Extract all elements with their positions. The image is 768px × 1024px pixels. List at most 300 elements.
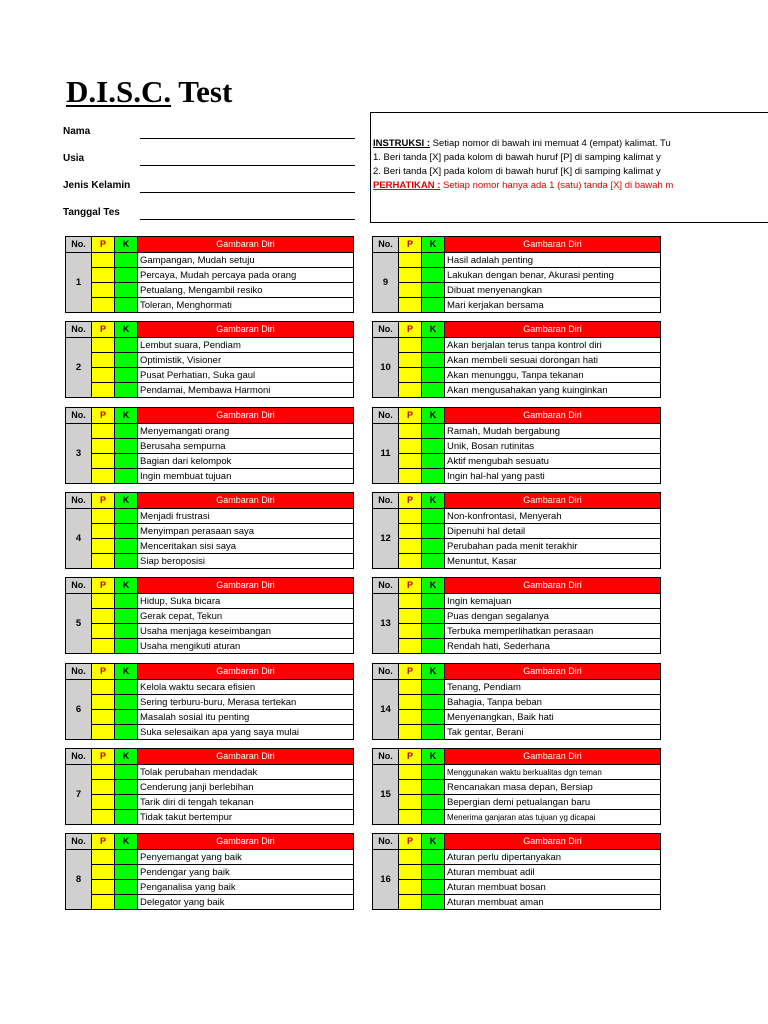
question-number: 2 xyxy=(66,338,92,398)
p-checkbox-cell[interactable] xyxy=(92,695,115,710)
p-checkbox-cell[interactable] xyxy=(92,554,115,569)
question-table xyxy=(65,577,354,654)
statement-text: Cenderung janji berlebihan xyxy=(138,780,354,795)
statement-text: Menyemangati orang xyxy=(138,424,354,439)
k-checkbox-cell[interactable] xyxy=(422,765,445,780)
statement-text: Masalah sosial itu penting xyxy=(138,710,354,725)
k-checkbox-cell[interactable] xyxy=(115,338,138,353)
statement-text: Mari kerjakan bersama xyxy=(445,298,661,313)
p-checkbox-cell[interactable] xyxy=(399,469,422,484)
k-checkbox-cell[interactable] xyxy=(422,810,445,825)
table-row xyxy=(66,865,354,880)
p-checkbox-cell[interactable] xyxy=(92,424,115,439)
header-gambaran-diri: Gambaran Diri xyxy=(138,408,354,424)
k-checkbox-cell[interactable] xyxy=(422,780,445,795)
header-no: No. xyxy=(373,834,399,850)
statement-text: Ramah, Mudah bergabung xyxy=(445,424,661,439)
header-k: K xyxy=(422,749,445,765)
k-checkbox-cell[interactable] xyxy=(115,298,138,313)
statement-text: Aturan perlu dipertanyakan xyxy=(445,850,661,865)
header-k: K xyxy=(422,664,445,680)
table-row xyxy=(66,524,354,539)
warning-label: PERHATIKAN : xyxy=(373,180,441,191)
header-k: K xyxy=(115,578,138,594)
table-row xyxy=(66,509,354,524)
p-checkbox-cell[interactable] xyxy=(399,765,422,780)
k-checkbox-cell[interactable] xyxy=(115,780,138,795)
table-row xyxy=(373,710,661,725)
p-checkbox-cell[interactable] xyxy=(92,268,115,283)
question-table xyxy=(65,748,354,825)
header-k: K xyxy=(422,493,445,509)
table-row xyxy=(66,594,354,609)
k-checkbox-cell[interactable] xyxy=(422,469,445,484)
table-row xyxy=(373,780,661,795)
header-k: K xyxy=(422,578,445,594)
k-checkbox-cell[interactable] xyxy=(422,710,445,725)
field-jenis-kelamin xyxy=(63,175,355,195)
statement-text: Tak gentar, Berani xyxy=(445,725,661,740)
header-no: No. xyxy=(373,664,399,680)
statement-text: Penyemangat yang baik xyxy=(138,850,354,865)
header-no: No. xyxy=(373,749,399,765)
question-group-16 xyxy=(372,833,661,913)
p-checkbox-cell[interactable] xyxy=(399,554,422,569)
table-row xyxy=(373,539,661,554)
p-checkbox-cell[interactable] xyxy=(399,624,422,639)
p-checkbox-cell[interactable] xyxy=(399,539,422,554)
k-checkbox-cell[interactable] xyxy=(115,865,138,880)
question-table xyxy=(65,492,354,569)
table-row xyxy=(373,880,661,895)
header-k: K xyxy=(422,237,445,253)
statement-text: Sering terburu-buru, Merasa tertekan xyxy=(138,695,354,710)
p-checkbox-cell[interactable] xyxy=(399,353,422,368)
question-number: 4 xyxy=(66,509,92,569)
statement-text: Aturan membuat bosan xyxy=(445,880,661,895)
header-k: K xyxy=(115,664,138,680)
p-checkbox-cell[interactable] xyxy=(399,865,422,880)
table-row xyxy=(373,624,661,639)
header-p: P xyxy=(399,493,422,509)
header-no: No. xyxy=(66,237,92,253)
question-group-15 xyxy=(372,748,661,828)
table-header-row xyxy=(66,664,354,680)
table-row xyxy=(66,639,354,654)
p-checkbox-cell[interactable] xyxy=(92,810,115,825)
k-checkbox-cell[interactable] xyxy=(422,850,445,865)
table-row xyxy=(373,639,661,654)
p-checkbox-cell[interactable] xyxy=(399,680,422,695)
instructions-label: INSTRUKSI : xyxy=(373,138,430,149)
p-checkbox-cell[interactable] xyxy=(399,439,422,454)
k-checkbox-cell[interactable] xyxy=(115,524,138,539)
header-k: K xyxy=(422,322,445,338)
p-checkbox-cell[interactable] xyxy=(92,725,115,740)
question-table xyxy=(372,492,661,569)
statement-text: Optimistik, Visioner xyxy=(138,353,354,368)
p-checkbox-cell[interactable] xyxy=(92,353,115,368)
table-row xyxy=(66,268,354,283)
p-checkbox-cell[interactable] xyxy=(92,509,115,524)
k-checkbox-cell[interactable] xyxy=(422,795,445,810)
k-checkbox-cell[interactable] xyxy=(115,424,138,439)
table-row xyxy=(66,880,354,895)
k-checkbox-cell[interactable] xyxy=(422,680,445,695)
k-checkbox-cell[interactable] xyxy=(422,298,445,313)
table-row xyxy=(66,283,354,298)
p-checkbox-cell[interactable] xyxy=(92,710,115,725)
p-checkbox-cell[interactable] xyxy=(399,383,422,398)
k-checkbox-cell[interactable] xyxy=(422,554,445,569)
k-checkbox-cell[interactable] xyxy=(422,609,445,624)
table-header-row xyxy=(66,408,354,424)
statement-text: Hidup, Suka bicara xyxy=(138,594,354,609)
p-checkbox-cell[interactable] xyxy=(92,594,115,609)
k-checkbox-cell[interactable] xyxy=(115,268,138,283)
k-checkbox-cell[interactable] xyxy=(115,454,138,469)
header-p: P xyxy=(399,578,422,594)
statement-text: Menceritakan sisi saya xyxy=(138,539,354,554)
k-checkbox-cell[interactable] xyxy=(422,253,445,268)
table-row xyxy=(373,383,661,398)
p-checkbox-cell[interactable] xyxy=(92,298,115,313)
table-row xyxy=(373,368,661,383)
statement-text: Tidak takut bertempur xyxy=(138,810,354,825)
title-disc: D.I.S.C. xyxy=(66,74,172,109)
table-row xyxy=(373,865,661,880)
k-checkbox-cell[interactable] xyxy=(422,539,445,554)
p-checkbox-cell[interactable] xyxy=(92,283,115,298)
p-checkbox-cell[interactable] xyxy=(399,725,422,740)
statement-text: Menggunakan waktu berkualitas dgn teman xyxy=(445,765,661,780)
statement-text: Toleran, Menghormati xyxy=(138,298,354,313)
k-checkbox-cell[interactable] xyxy=(422,509,445,524)
k-checkbox-cell[interactable] xyxy=(422,524,445,539)
question-group-5 xyxy=(65,577,354,657)
header-p: P xyxy=(399,749,422,765)
question-group-12 xyxy=(372,492,661,572)
table-row xyxy=(373,283,661,298)
statement-text: Bahagia, Tanpa beban xyxy=(445,695,661,710)
question-number: 16 xyxy=(373,850,399,910)
p-checkbox-cell[interactable] xyxy=(399,509,422,524)
table-row xyxy=(66,353,354,368)
k-checkbox-cell[interactable] xyxy=(115,253,138,268)
p-checkbox-cell[interactable] xyxy=(399,268,422,283)
title-test: Test xyxy=(178,74,233,109)
p-checkbox-cell[interactable] xyxy=(399,710,422,725)
table-header-row xyxy=(373,322,661,338)
k-checkbox-cell[interactable] xyxy=(115,680,138,695)
table-row xyxy=(373,725,661,740)
k-checkbox-cell[interactable] xyxy=(422,454,445,469)
k-checkbox-cell[interactable] xyxy=(115,283,138,298)
field-usia xyxy=(63,148,355,168)
p-checkbox-cell[interactable] xyxy=(399,795,422,810)
p-checkbox-cell[interactable] xyxy=(399,850,422,865)
k-checkbox-cell[interactable] xyxy=(115,383,138,398)
header-p: P xyxy=(399,237,422,253)
header-p: P xyxy=(92,493,115,509)
question-group-6 xyxy=(65,663,354,743)
p-checkbox-cell[interactable] xyxy=(92,469,115,484)
header-gambaran-diri: Gambaran Diri xyxy=(445,749,661,765)
question-group-8 xyxy=(65,833,354,913)
k-checkbox-cell[interactable] xyxy=(422,353,445,368)
statement-text: Aturan membuat aman xyxy=(445,895,661,910)
header-gambaran-diri: Gambaran Diri xyxy=(138,664,354,680)
k-checkbox-cell[interactable] xyxy=(422,383,445,398)
header-gambaran-diri: Gambaran Diri xyxy=(138,493,354,509)
table-header-row xyxy=(66,493,354,509)
k-checkbox-cell[interactable] xyxy=(115,469,138,484)
instructions-line-2: 2. Beri tanda [X] pada kolom di bawah huruf [K] di samping kalimat y xyxy=(373,166,661,177)
k-checkbox-cell[interactable] xyxy=(422,880,445,895)
page-title xyxy=(66,72,232,112)
k-checkbox-cell[interactable] xyxy=(115,880,138,895)
header-gambaran-diri: Gambaran Diri xyxy=(445,578,661,594)
k-checkbox-cell[interactable] xyxy=(115,594,138,609)
p-checkbox-cell[interactable] xyxy=(399,895,422,910)
statement-text: Hasil adalah penting xyxy=(445,253,661,268)
p-checkbox-cell[interactable] xyxy=(92,865,115,880)
table-row xyxy=(66,810,354,825)
statement-text: Suka selesaikan apa yang saya mulai xyxy=(138,725,354,740)
p-checkbox-cell[interactable] xyxy=(399,338,422,353)
p-checkbox-cell[interactable] xyxy=(399,424,422,439)
p-checkbox-cell[interactable] xyxy=(92,639,115,654)
field-tanggal-tes-input[interactable] xyxy=(140,219,355,220)
header-p: P xyxy=(399,834,422,850)
question-number: 14 xyxy=(373,680,399,740)
table-row xyxy=(373,810,661,825)
statement-text: Bepergian demi petualangan baru xyxy=(445,795,661,810)
k-checkbox-cell[interactable] xyxy=(422,368,445,383)
table-row xyxy=(66,253,354,268)
table-row xyxy=(66,298,354,313)
table-row xyxy=(66,710,354,725)
table-row xyxy=(373,338,661,353)
p-checkbox-cell[interactable] xyxy=(399,695,422,710)
header-k: K xyxy=(115,834,138,850)
question-number: 5 xyxy=(66,594,92,654)
table-row xyxy=(373,680,661,695)
field-nama-input[interactable] xyxy=(140,138,355,139)
p-checkbox-cell[interactable] xyxy=(92,780,115,795)
p-checkbox-cell[interactable] xyxy=(92,454,115,469)
question-table xyxy=(65,236,354,313)
p-checkbox-cell[interactable] xyxy=(399,368,422,383)
statement-text: Rencanakan masa depan, Bersiap xyxy=(445,780,661,795)
table-row xyxy=(373,554,661,569)
header-gambaran-diri: Gambaran Diri xyxy=(445,322,661,338)
table-row xyxy=(373,765,661,780)
header-k: K xyxy=(115,408,138,424)
k-checkbox-cell[interactable] xyxy=(422,338,445,353)
header-no: No. xyxy=(373,322,399,338)
table-header-row xyxy=(373,237,661,253)
k-checkbox-cell[interactable] xyxy=(115,725,138,740)
p-checkbox-cell[interactable] xyxy=(92,609,115,624)
p-checkbox-cell[interactable] xyxy=(92,880,115,895)
k-checkbox-cell[interactable] xyxy=(422,624,445,639)
header-gambaran-diri: Gambaran Diri xyxy=(138,578,354,594)
k-checkbox-cell[interactable] xyxy=(115,639,138,654)
table-header-row xyxy=(373,749,661,765)
k-checkbox-cell[interactable] xyxy=(115,609,138,624)
table-row xyxy=(373,424,661,439)
header-no: No. xyxy=(66,578,92,594)
question-table xyxy=(372,236,661,313)
p-checkbox-cell[interactable] xyxy=(92,539,115,554)
k-checkbox-cell[interactable] xyxy=(115,895,138,910)
question-table xyxy=(372,663,661,740)
p-checkbox-cell[interactable] xyxy=(92,895,115,910)
question-table xyxy=(372,833,661,910)
statement-text: Berusaha sempurna xyxy=(138,439,354,454)
k-checkbox-cell[interactable] xyxy=(115,850,138,865)
p-checkbox-cell[interactable] xyxy=(399,810,422,825)
k-checkbox-cell[interactable] xyxy=(422,725,445,740)
header-p: P xyxy=(92,237,115,253)
warning-text: Setiap nomor hanya ada 1 (satu) tanda [X] di bawah m xyxy=(440,180,674,191)
k-checkbox-cell[interactable] xyxy=(422,439,445,454)
k-checkbox-cell[interactable] xyxy=(115,439,138,454)
table-row xyxy=(373,524,661,539)
p-checkbox-cell[interactable] xyxy=(399,283,422,298)
k-checkbox-cell[interactable] xyxy=(422,594,445,609)
table-row xyxy=(373,469,661,484)
header-p: P xyxy=(92,408,115,424)
header-k: K xyxy=(115,322,138,338)
question-number: 8 xyxy=(66,850,92,910)
header-p: P xyxy=(92,749,115,765)
p-checkbox-cell[interactable] xyxy=(399,253,422,268)
p-checkbox-cell[interactable] xyxy=(92,439,115,454)
field-jenis-kelamin-input[interactable] xyxy=(140,192,355,193)
question-number: 11 xyxy=(373,424,399,484)
header-no: No. xyxy=(66,408,92,424)
k-checkbox-cell[interactable] xyxy=(115,368,138,383)
statement-text: Tarik diri di tengah tekanan xyxy=(138,795,354,810)
p-checkbox-cell[interactable] xyxy=(92,850,115,865)
header-p: P xyxy=(92,664,115,680)
k-checkbox-cell[interactable] xyxy=(115,509,138,524)
question-number: 15 xyxy=(373,765,399,825)
statement-text: Gampangan, Mudah setuju xyxy=(138,253,354,268)
statement-text: Perubahan pada menit terakhir xyxy=(445,539,661,554)
k-checkbox-cell[interactable] xyxy=(422,268,445,283)
k-checkbox-cell[interactable] xyxy=(115,539,138,554)
k-checkbox-cell[interactable] xyxy=(115,624,138,639)
p-checkbox-cell[interactable] xyxy=(399,609,422,624)
p-checkbox-cell[interactable] xyxy=(399,780,422,795)
header-k: K xyxy=(422,408,445,424)
question-table xyxy=(65,407,354,484)
p-checkbox-cell[interactable] xyxy=(92,765,115,780)
k-checkbox-cell[interactable] xyxy=(422,695,445,710)
header-k: K xyxy=(422,834,445,850)
header-no: No. xyxy=(373,408,399,424)
header-p: P xyxy=(92,834,115,850)
instructions-line-1: 1. Beri tanda [X] pada kolom di bawah huruf [P] di samping kalimat y xyxy=(373,152,661,163)
question-table xyxy=(372,577,661,654)
table-row xyxy=(66,795,354,810)
table-header-row xyxy=(66,322,354,338)
p-checkbox-cell[interactable] xyxy=(92,795,115,810)
statement-text: Non-konfrontasi, Menyerah xyxy=(445,509,661,524)
header-gambaran-diri: Gambaran Diri xyxy=(138,322,354,338)
table-row xyxy=(373,594,661,609)
table-row xyxy=(66,680,354,695)
statement-text: Aktif mengubah sesuatu xyxy=(445,454,661,469)
statement-text: Ingin membuat tujuan xyxy=(138,469,354,484)
table-row xyxy=(373,454,661,469)
statement-text: Kelola waktu secara efisien xyxy=(138,680,354,695)
k-checkbox-cell[interactable] xyxy=(115,554,138,569)
instructions-intro xyxy=(373,138,671,150)
k-checkbox-cell[interactable] xyxy=(115,810,138,825)
question-group-7 xyxy=(65,748,354,828)
table-row xyxy=(66,624,354,639)
k-checkbox-cell[interactable] xyxy=(422,283,445,298)
p-checkbox-cell[interactable] xyxy=(399,454,422,469)
p-checkbox-cell[interactable] xyxy=(399,594,422,609)
statement-text: Petualang, Mengambil resiko xyxy=(138,283,354,298)
statement-text: Unik, Bosan rutinitas xyxy=(445,439,661,454)
p-checkbox-cell[interactable] xyxy=(92,338,115,353)
table-row xyxy=(373,850,661,865)
k-checkbox-cell[interactable] xyxy=(115,353,138,368)
k-checkbox-cell[interactable] xyxy=(422,424,445,439)
p-checkbox-cell[interactable] xyxy=(92,524,115,539)
statement-text: Bagian dari kelompok xyxy=(138,454,354,469)
p-checkbox-cell[interactable] xyxy=(92,624,115,639)
p-checkbox-cell[interactable] xyxy=(399,298,422,313)
p-checkbox-cell[interactable] xyxy=(92,383,115,398)
header-no: No. xyxy=(373,493,399,509)
header-k: K xyxy=(115,493,138,509)
k-checkbox-cell[interactable] xyxy=(422,895,445,910)
table-header-row xyxy=(66,834,354,850)
question-number: 12 xyxy=(373,509,399,569)
table-row xyxy=(373,895,661,910)
k-checkbox-cell[interactable] xyxy=(115,765,138,780)
k-checkbox-cell[interactable] xyxy=(115,795,138,810)
p-checkbox-cell[interactable] xyxy=(399,524,422,539)
header-no: No. xyxy=(66,834,92,850)
k-checkbox-cell[interactable] xyxy=(422,865,445,880)
header-gambaran-diri: Gambaran Diri xyxy=(138,237,354,253)
table-header-row xyxy=(66,749,354,765)
table-row xyxy=(66,469,354,484)
header-no: No. xyxy=(373,578,399,594)
k-checkbox-cell[interactable] xyxy=(115,695,138,710)
table-row xyxy=(373,509,661,524)
p-checkbox-cell[interactable] xyxy=(92,680,115,695)
p-checkbox-cell[interactable] xyxy=(399,639,422,654)
field-usia-input[interactable] xyxy=(140,165,355,166)
question-table xyxy=(65,833,354,910)
p-checkbox-cell[interactable] xyxy=(399,880,422,895)
p-checkbox-cell[interactable] xyxy=(92,253,115,268)
k-checkbox-cell[interactable] xyxy=(422,639,445,654)
p-checkbox-cell[interactable] xyxy=(92,368,115,383)
k-checkbox-cell[interactable] xyxy=(115,710,138,725)
statement-text: Menjadi frustrasi xyxy=(138,509,354,524)
statement-text: Terbuka memperlihatkan perasaan xyxy=(445,624,661,639)
